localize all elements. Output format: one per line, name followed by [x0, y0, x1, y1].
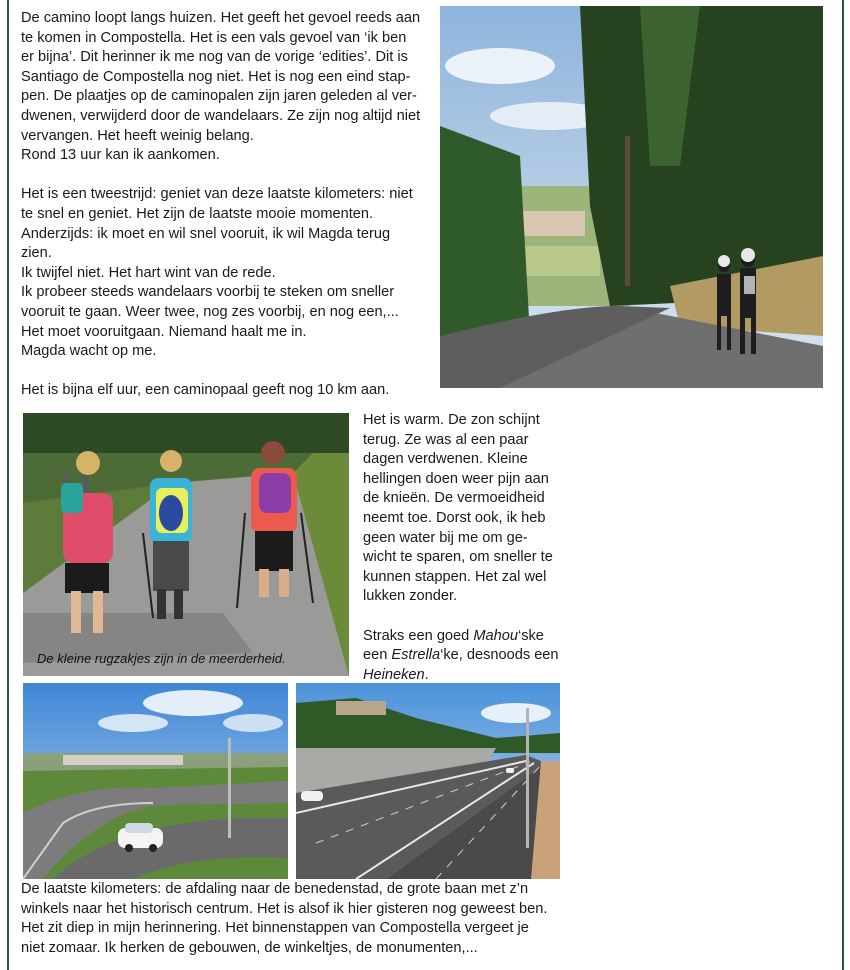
text-line: Santiago de Compostella nog niet. Het is nog een eind stap- [21, 68, 411, 85]
text-line: Ik probeer steeds wandelaars voorbij te steken om sneller [21, 284, 395, 301]
text-line: neemt toe. Dorst ook, ik heb [363, 509, 546, 526]
blank-line [21, 362, 426, 382]
blank-line [363, 607, 563, 627]
text-line: Ik twijfel niet. Het hart wint van de rede. [21, 264, 276, 281]
text-segment: Straks een goed [363, 627, 474, 644]
brand-heineken: Heineken [363, 666, 425, 683]
text-line: Het is warm. De zon schijnt [363, 412, 540, 428]
photo-walkers-backpacks [23, 413, 349, 676]
text-line: hellingen doen weer pijn aan [363, 470, 549, 487]
text-line: te komen in Compostella. Het is een vals gevoel van ‘ik ben [21, 29, 407, 46]
photo-highway [296, 683, 560, 879]
text-line: kunnen stappen. Het zal wel [363, 568, 547, 585]
text-line: niet zomaar. Ik herken de gebouwen, de winkeltjes, de monumenten,... [21, 939, 478, 956]
text-line: dagen verdwenen. Kleine [363, 451, 528, 468]
paragraph-block-1 [21, 9, 426, 401]
blank-line [21, 166, 426, 186]
text-segment: ‘ske [517, 627, 544, 644]
paragraph-block-2 [363, 411, 563, 685]
text-line: De camino loopt langs huizen. Het geeft het gevoel reeds aan [21, 10, 421, 26]
text-line: lukken zonder. [363, 588, 458, 605]
text-line: zien. [21, 245, 52, 262]
text-line: er bijna’. Dit herinner ik me nog van de vorige ‘edities’. Dit is [21, 49, 408, 66]
text-segment: . [424, 666, 429, 683]
text-line: Rond 13 uur kan ik aankomen. [21, 147, 220, 164]
text-segment: ‘ke, desnoods een [440, 647, 559, 664]
beer-line-1 [363, 627, 563, 647]
text-line: pen. De plaatjes op de caminopalen zijn jaren geleden al ver- [21, 88, 417, 105]
text-line: Magda wacht op me. [21, 343, 157, 360]
text-line: terug. Ze was al een paar [363, 431, 529, 448]
text-line: geen water bij me om ge- [363, 529, 528, 546]
text-line: Anderzijds: ik moet en wil snel vooruit, ik wil Magda terug [21, 225, 391, 242]
photo-road-white-car [23, 683, 288, 879]
brand-estrella: Estrella [391, 647, 441, 664]
text-line: Het is een tweestrijd: geniet van deze laatste kilometers: niet [21, 186, 413, 203]
photo-caption: De kleine rugzakjes zijn in de meerderheid. [37, 651, 286, 666]
left-border-line [7, 0, 9, 970]
text-line: Het is bijna elf uur, een caminopaal geeft nog 10 km aan. [21, 382, 390, 399]
right-border-line [842, 0, 844, 970]
photo-road-walkers [440, 6, 823, 388]
brand-mahou: Mahou [473, 627, 518, 644]
beer-line-2 [363, 646, 563, 666]
text-line: de knieën. De vermoeidheid [363, 490, 545, 507]
text-line: vooruit te gaan. Weer twee, nog zes voorbij, en nog een,... [21, 303, 399, 320]
text-line: dwenen, verwijderd door de wandelaars. Ze zijn nog altijd niet [21, 107, 421, 124]
text-line: Het zit diep in mijn herinnering. Het binnenstappen van Compostella vergeet je [21, 920, 529, 937]
text-line: De laatste kilometers: de afdaling naar de benedenstad, de grote baan met z’n [21, 881, 529, 897]
text-line: te snel en geniet. Het zijn de laatste mooie momenten. [21, 205, 374, 222]
text-segment: een [363, 647, 392, 664]
text-line: winkels naar het historisch centrum. Het is alsof ik hier gisteren nog geweest ben. [21, 900, 548, 917]
text-line: vervangen. Het heeft weinig belang. [21, 127, 254, 144]
paragraph-block-3 [21, 880, 561, 958]
text-line: Het moet vooruitgaan. Niemand haalt me in. [21, 323, 307, 340]
text-line: wicht te sparen, om sneller te [363, 549, 553, 566]
